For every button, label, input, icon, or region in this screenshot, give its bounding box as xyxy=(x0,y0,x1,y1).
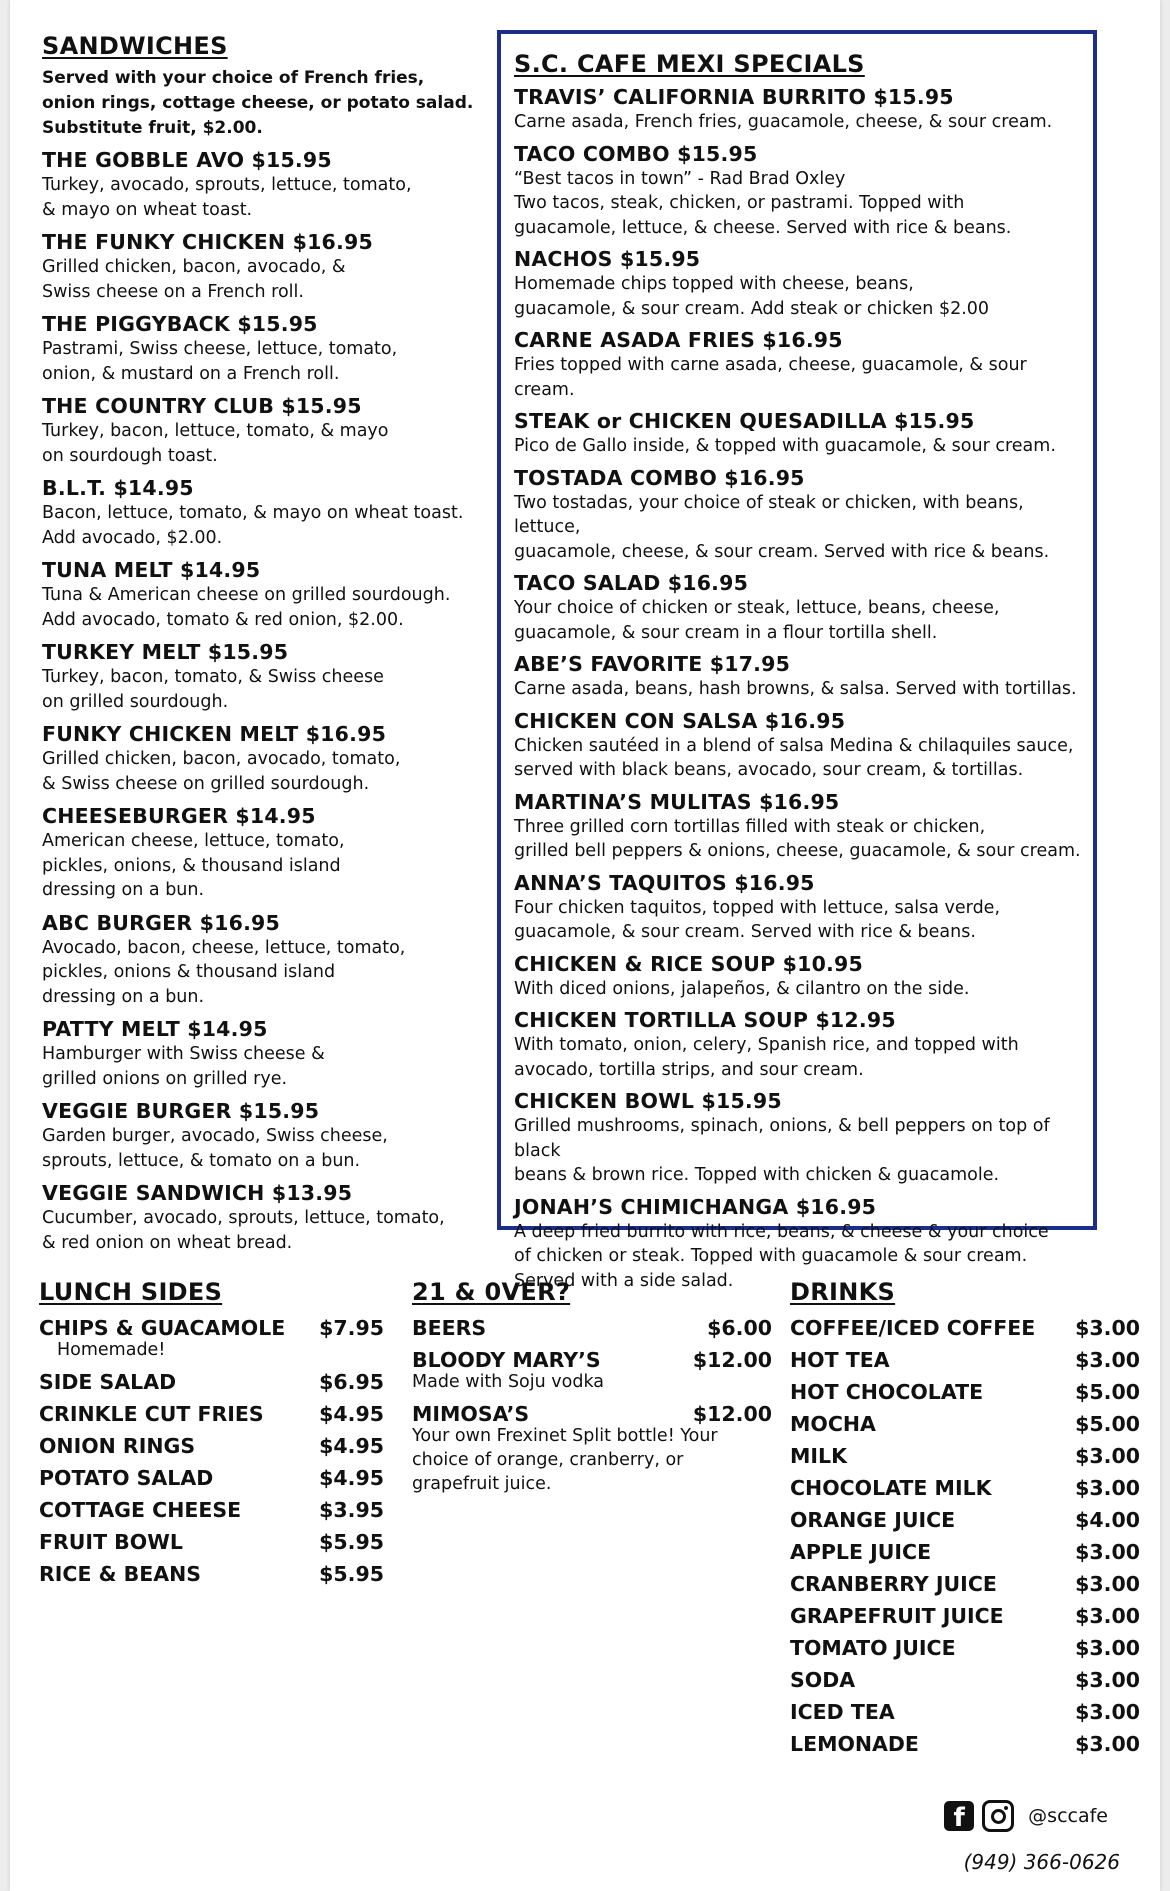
mexi-item xyxy=(514,870,1083,945)
side-price: $5.95 xyxy=(319,1562,384,1586)
drink-name: HOT TEA xyxy=(790,1348,890,1372)
drink-price: $3.00 xyxy=(1075,1348,1140,1372)
facebook-icon[interactable]: f xyxy=(944,1801,974,1831)
sandwich-item-title: ABC BURGER $16.95 xyxy=(42,910,280,935)
mexi-item-desc: With diced onions, jalapeños, & cilantro on the side. xyxy=(514,978,970,999)
drink-row xyxy=(790,1344,1140,1376)
bar-item-name: BEERS xyxy=(412,1316,487,1340)
sandwich-item xyxy=(42,639,482,714)
phone-number[interactable]: (949) 366-0626 xyxy=(963,1850,1120,1874)
drink-name: ORANGE JUICE xyxy=(790,1508,956,1532)
mexi-item-title: CARNE ASADA FRIES $16.95 xyxy=(514,328,843,352)
drink-name: ICED TEA xyxy=(790,1700,895,1724)
side-row xyxy=(39,1366,384,1398)
drink-price: $3.00 xyxy=(1075,1636,1140,1660)
drink-row xyxy=(790,1472,1140,1504)
mexi-item xyxy=(514,951,1083,1002)
sandwich-item-title: PATTY MELT $14.95 xyxy=(42,1017,268,1041)
mexi-item-title: TACO COMBO $15.95 xyxy=(514,141,758,166)
lunch-sides-heading: LUNCH SIDES xyxy=(39,1278,223,1306)
mexi-item xyxy=(514,408,1083,459)
side-row xyxy=(39,1526,384,1558)
drinks-list xyxy=(790,1312,1140,1760)
sandwich-item-desc: Hamburger with Swiss cheese & grilled onions on grilled rye. xyxy=(42,1044,325,1089)
sandwich-item xyxy=(42,1180,482,1255)
side-row xyxy=(39,1430,384,1462)
mexi-item-title: ANNA’S TAQUITOS $16.95 xyxy=(514,870,815,895)
mexi-item-desc: Fries topped with carne asada, cheese, guacamole, & sour cream. xyxy=(514,355,1027,400)
bar-item-name: MIMOSA’S xyxy=(412,1402,530,1426)
sandwich-item xyxy=(42,557,482,632)
side-row xyxy=(39,1494,384,1526)
drink-name: LEMONADE xyxy=(790,1732,919,1756)
drink-price: $5.00 xyxy=(1075,1380,1140,1404)
drink-price: $4.00 xyxy=(1075,1508,1140,1532)
drink-row xyxy=(790,1728,1140,1760)
sandwich-item-desc: Tuna & American cheese on grilled sourdough. Add avocado, tomato & red onion, $2.00. xyxy=(42,585,451,630)
sandwich-item xyxy=(42,393,482,468)
mexi-item xyxy=(514,327,1083,402)
drink-price: $3.00 xyxy=(1075,1540,1140,1564)
bar-item-price: $6.00 xyxy=(707,1316,772,1340)
drink-price: $3.00 xyxy=(1075,1476,1140,1500)
sandwich-item-desc: Turkey, bacon, lettuce, tomato, & mayo on sourdough toast. xyxy=(42,421,389,466)
drink-price: $5.00 xyxy=(1075,1412,1140,1436)
mexi-item xyxy=(514,84,1083,135)
sides-list xyxy=(39,1366,384,1590)
sandwich-item-title: THE FUNKY CHICKEN $16.95 xyxy=(42,230,373,254)
mexi-item-desc: Grilled mushrooms, spinach, onions, & bell peppers on top of black beans & brown rice. Topped with chicken & guacamole. xyxy=(514,1116,1050,1185)
mexi-heading: S.C. CAFE MEXI SPECIALS xyxy=(514,50,865,78)
mexi-item-desc: A deep fried burrito with rice, beans, & cheese & your choice of chicken or steak. Topped with guacamole & sour cream. Served with a side salad. xyxy=(514,1221,1049,1291)
social-links xyxy=(944,1800,1108,1832)
side-name: POTATO SALAD xyxy=(39,1466,214,1490)
sandwich-item-desc: Bacon, lettuce, tomato, & mayo on wheat toast. Add avocado, $2.00. xyxy=(42,503,464,548)
mexi-item xyxy=(514,141,1083,241)
sandwich-item xyxy=(42,1098,482,1173)
drink-name: MOCHA xyxy=(790,1412,876,1436)
side-name: CHIPS & GUACAMOLE xyxy=(39,1316,286,1340)
sandwiches-heading: SANDWICHES xyxy=(42,32,228,60)
drink-row xyxy=(790,1632,1140,1664)
side-price: $7.95 xyxy=(319,1316,384,1340)
drink-row xyxy=(790,1536,1140,1568)
mexi-item-title: TOSTADA COMBO $16.95 xyxy=(514,465,805,490)
side-price: $6.95 xyxy=(319,1370,384,1394)
drink-row xyxy=(790,1664,1140,1696)
sandwich-item xyxy=(42,311,482,386)
bar-heading: 21 & 0VER? xyxy=(412,1278,571,1306)
mexi-item-desc: Pico de Gallo inside, & topped with guacamole, & sour cream. xyxy=(514,436,1056,456)
side-price: $4.95 xyxy=(319,1402,384,1426)
mexi-item xyxy=(514,465,1083,565)
side-name: SIDE SALAD xyxy=(39,1370,177,1394)
sandwich-item-desc: Garden burger, avocado, Swiss cheese, sprouts, lettuce, & tomato on a bun. xyxy=(42,1126,388,1171)
mexi-item xyxy=(514,246,1083,321)
sandwich-list xyxy=(42,147,482,1255)
side-price: $5.95 xyxy=(319,1530,384,1554)
sandwich-item-title: TURKEY MELT $15.95 xyxy=(42,640,289,664)
drink-price: $3.00 xyxy=(1075,1604,1140,1628)
sandwich-item-title: THE COUNTRY CLUB $15.95 xyxy=(42,394,362,418)
side-row xyxy=(39,1398,384,1430)
drinks-heading: DRINKS xyxy=(790,1278,896,1306)
bar-item-price: $12.00 xyxy=(692,1402,772,1426)
bar-item-name: BLOODY MARY’S xyxy=(412,1348,601,1372)
sandwich-item-desc: Cucumber, avocado, sprouts, lettuce, tomato, & red onion on wheat bread. xyxy=(42,1208,445,1253)
side-price: $3.95 xyxy=(319,1498,384,1522)
mexi-item-desc: Three grilled corn tortillas filled with steak or chicken, grilled bell peppers & onions, cheese, guacamole, & sour cream. xyxy=(514,816,1081,861)
mexi-item-title: CHICKEN TORTILLA SOUP $12.95 xyxy=(514,1008,896,1032)
side-name: ONION RINGS xyxy=(39,1434,196,1458)
mexi-item xyxy=(514,1088,1083,1188)
bar-item-note: Your own Frexinet Split bottle! Your choice of orange, cranberry, or grapefruit juice. xyxy=(412,1426,718,1494)
mexi-item-desc: Homemade chips topped with cheese, beans, guacamole, & sour cream. Add steak or chicken $2.00 xyxy=(514,274,990,319)
bar-item-price: $12.00 xyxy=(692,1348,772,1372)
drink-row xyxy=(790,1440,1140,1472)
mexi-item-title: CHICKEN BOWL $15.95 xyxy=(514,1089,782,1113)
drink-name: CHOCOLATE MILK xyxy=(790,1476,992,1500)
mexi-item-desc: With tomato, onion, celery, Spanish rice, and topped with avocado, tortilla strips, and sour cream. xyxy=(514,1035,1019,1080)
sandwich-item-desc: Avocado, bacon, cheese, lettuce, tomato, pickles, onions & thousand island dressing on a bun. xyxy=(42,937,406,1007)
sandwiches-section xyxy=(42,32,482,1262)
mexi-item-title: NACHOS $15.95 xyxy=(514,247,701,271)
mexi-item-desc: Carne asada, beans, hash browns, & salsa. Served with tortillas. xyxy=(514,679,1077,699)
mexi-item xyxy=(514,708,1083,783)
mexi-specials-box xyxy=(497,30,1097,1291)
drink-name: SODA xyxy=(790,1668,856,1692)
side-name: CRINKLE CUT FRIES xyxy=(39,1402,264,1426)
drink-price: $3.00 xyxy=(1075,1572,1140,1596)
mexi-item-title: TACO SALAD $16.95 xyxy=(514,571,749,595)
sandwich-item-desc: Turkey, bacon, tomato, & Swiss cheese on grilled sourdough. xyxy=(42,667,384,712)
drink-row xyxy=(790,1376,1140,1408)
mexi-item xyxy=(514,651,1083,702)
sandwich-item xyxy=(42,803,482,903)
drink-name: TOMATO JUICE xyxy=(790,1636,956,1660)
drink-price: $3.00 xyxy=(1075,1444,1140,1468)
side-note: Homemade! xyxy=(57,1340,166,1360)
sandwich-item-desc: Pastrami, Swiss cheese, lettuce, tomato, onion, & mustard on a French roll. xyxy=(42,339,398,384)
drink-row xyxy=(790,1408,1140,1440)
mexi-item-title: CHICKEN CON SALSA $16.95 xyxy=(514,708,846,733)
sandwich-item-desc: Grilled chicken, bacon, avocado, & Swiss cheese on a French roll. xyxy=(42,257,346,302)
bar-section xyxy=(412,1278,772,1500)
menu-page xyxy=(10,0,1160,1891)
sandwich-item-desc: Turkey, avocado, sprouts, lettuce, tomato, & mayo on wheat toast. xyxy=(42,175,412,220)
bar-item-note: Made with Soju vodka xyxy=(412,1372,605,1392)
drink-price: $3.00 xyxy=(1075,1732,1140,1756)
side-name: FRUIT BOWL xyxy=(39,1530,183,1554)
sandwich-item xyxy=(42,1016,482,1091)
mexi-item xyxy=(514,1007,1083,1082)
side-price: $4.95 xyxy=(319,1434,384,1458)
sandwich-item-title: FUNKY CHICKEN MELT $16.95 xyxy=(42,722,387,746)
sandwich-item xyxy=(42,475,482,550)
mexi-item-desc: Two tostadas, your choice of steak or chicken, with beans, lettuce, guacamole, cheese, & sour cream. Served with rice & beans. xyxy=(514,492,1050,562)
mexi-item-desc: Chicken sautéed in a blend of salsa Medina & chilaquiles sauce, served with black beans, avocado, sour cream, & tortillas. xyxy=(514,735,1074,780)
sandwich-item-title: THE PIGGYBACK $15.95 xyxy=(42,312,318,336)
mexi-item-title: JONAH’S CHIMICHANGA $16.95 xyxy=(514,1194,877,1219)
sandwich-item xyxy=(42,229,482,304)
mexi-item-title: CHICKEN & RICE SOUP $10.95 xyxy=(514,951,863,976)
drink-price: $3.00 xyxy=(1075,1668,1140,1692)
drink-row xyxy=(790,1600,1140,1632)
mexi-item-desc: “Best tacos in town” - Rad Brad Oxley Two tacos, steak, chicken, or pastrami. Topped with guacamole, lettuce, & cheese. Served with rice & beans. xyxy=(514,168,1012,238)
drink-row xyxy=(790,1568,1140,1600)
drink-name: CRANBERRY JUICE xyxy=(790,1572,997,1596)
mexi-item-title: MARTINA’S MULITAS $16.95 xyxy=(514,789,840,814)
sandwich-item-desc: Grilled chicken, bacon, avocado, tomato, & Swiss cheese on grilled sourdough. xyxy=(42,749,401,794)
bar-row-beers xyxy=(412,1312,772,1344)
mexi-item-title: STEAK or CHICKEN QUESADILLA $15.95 xyxy=(514,409,975,433)
drink-row xyxy=(790,1312,1140,1344)
instagram-icon[interactable] xyxy=(982,1800,1014,1832)
sandwich-item xyxy=(42,721,482,796)
mexi-item-desc: Four chicken taquitos, topped with lettuce, salsa verde, guacamole, & sour cream. Served with rice & beans. xyxy=(514,897,1001,942)
mexi-list xyxy=(514,84,1083,1293)
side-row xyxy=(39,1558,384,1590)
sandwich-item xyxy=(42,910,482,1010)
social-handle[interactable]: @sccafe xyxy=(1028,1805,1108,1827)
sandwich-item-desc: American cheese, lettuce, tomato, pickles, onions, & thousand island dressing on a bun. xyxy=(42,831,345,900)
mexi-item-title: TRAVIS’ CALIFORNIA BURRITO $15.95 xyxy=(514,85,954,109)
drink-name: GRAPEFRUIT JUICE xyxy=(790,1604,1004,1628)
drink-price: $3.00 xyxy=(1075,1316,1140,1340)
drink-price: $3.00 xyxy=(1075,1700,1140,1724)
drink-name: MILK xyxy=(790,1444,847,1468)
mexi-item xyxy=(514,789,1083,864)
sandwich-item-title: VEGGIE SANDWICH $13.95 xyxy=(42,1181,353,1205)
mexi-item-desc: Your choice of chicken or steak, lettuce, beans, cheese, guacamole, & sour cream in a flour tortilla shell. xyxy=(514,598,1000,643)
sandwich-item-title: CHEESEBURGER $14.95 xyxy=(42,804,316,828)
drinks-section xyxy=(790,1278,1140,1760)
sandwich-item-title: VEGGIE BURGER $15.95 xyxy=(42,1099,320,1123)
side-name: COTTAGE CHEESE xyxy=(39,1498,242,1522)
side-name: RICE & BEANS xyxy=(39,1562,202,1586)
mexi-item-desc: Carne asada, French fries, guacamole, cheese, & sour cream. xyxy=(514,112,1053,132)
lunch-sides-section xyxy=(39,1278,384,1590)
sandwich-item-title: THE GOBBLE AVO $15.95 xyxy=(42,148,332,172)
sandwich-item-title: B.L.T. $14.95 xyxy=(42,476,194,500)
sandwiches-intro: Served with your choice of French fries, onion rings, cottage cheese, or potato salad. Substitute fruit, $2.00. xyxy=(42,68,474,138)
sandwich-item-title: TUNA MELT $14.95 xyxy=(42,558,261,582)
drink-row xyxy=(790,1504,1140,1536)
drink-name: HOT CHOCOLATE xyxy=(790,1380,984,1404)
sandwich-item xyxy=(42,147,482,222)
mexi-item xyxy=(514,570,1083,645)
side-row xyxy=(39,1462,384,1494)
side-price: $4.95 xyxy=(319,1466,384,1490)
mexi-item-title: ABE’S FAVORITE $17.95 xyxy=(514,652,791,676)
drink-name: APPLE JUICE xyxy=(790,1540,932,1564)
drink-name: COFFEE/ICED COFFEE xyxy=(790,1316,1036,1340)
drink-row xyxy=(790,1696,1140,1728)
